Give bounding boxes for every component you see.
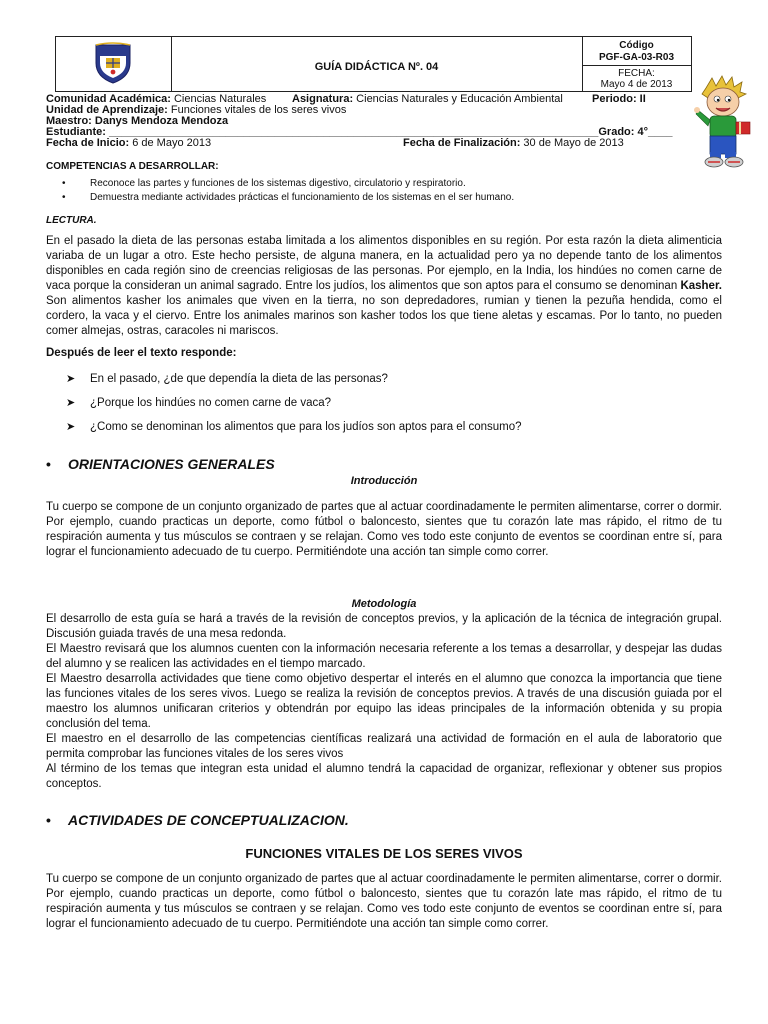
asignatura-value: Ciencias Naturales y Educación Ambiental	[353, 93, 563, 105]
pregunta-text: ¿Como se denominan los alimentos que para los judíos son aptos para el consumo?	[90, 421, 522, 433]
introduccion-title: Introducción	[350, 475, 418, 487]
preguntas-title: Después de leer el texto responde:	[46, 347, 237, 359]
pregunta-text: ¿Porque los hindúes no comen carne de vaca?	[90, 397, 332, 409]
preguntas-list	[66, 372, 522, 444]
code-cell	[582, 37, 691, 91]
metodologia-block	[46, 612, 722, 792]
pregunta-item	[66, 420, 522, 444]
introduccion-paragraph: Tu cuerpo se compone de un conjunto organizado de partes que al actuar coordinadamente le permiten alimentarse, correr o dormir. Por ejemplo, cuando practicas un deporte, como fútbol o baloncesto, sientes que tu corazón late mas rápido, el ritmo de tu respiración aumenta y tus músculos se contraen y se relajan. Como ves todo este conjunto de eventos se coordinan entre sí, para lograr el funcionamiento adecuado de tu cuerpo. Permitiéndote una acción tan simple como correr.	[46, 501, 722, 558]
lectura-bold-word: Kasher.	[680, 280, 722, 292]
metodologia-paragraph: El Maestro revisará que los alumnos cuenten con la información necesaria referente a los temas a desarrollar, y despejar las dudas del alumno y se realicen las actividades en el tiempo marcado.	[46, 643, 722, 670]
pregunta-text: En el pasado, ¿de que dependía la dieta de las personas?	[90, 373, 388, 385]
competencia-item: • Demuestra mediante actividades prácticas el funcionamiento de los sistemas en el ser humano.	[62, 191, 514, 205]
fin-label: Fecha de Finalización:	[403, 137, 521, 149]
fin-value: 30 de Mayo de 2013	[520, 137, 624, 149]
meta-line-periodo	[592, 94, 646, 105]
orientaciones-title: ORIENTACIONES GENERALES	[68, 456, 275, 472]
periodo-label: Periodo: II	[592, 93, 646, 105]
metodologia-paragraph: El Maestro desarrolla actividades que tiene como objetivo despertar el interés en el alumno que conozca la importancia que tiene las funciones vitales de los seres vivos. Luego se realiza la revisión de conceptos previos. A través de una discusión guiada por el maestro los alumnos unificaran criterios y obtendrán por equipo las ideas principales de la información obtenida y su propia conclusión del tema.	[46, 673, 722, 730]
competencias-list	[62, 177, 514, 205]
guide-title: GUÍA DIDÁCTICA Nº. 04	[314, 61, 439, 73]
unidad-value: Funciones vitales de los seres vivos	[167, 104, 347, 116]
orientaciones-heading	[46, 456, 275, 472]
lectura-text-before: En el pasado la dieta de las personas estaba limitada a los alimentos disponibles en su región. Por esta razón la dieta alimenticia variaba de un lugar a otro. Este hecho persiste, de alguna manera, en la actualidad pero ya no depende tanto de los alimentos disponibles en cada región sino de creencias religiosas de las personas. Por ejemplo, en la India, los hindúes no comen carne de vaca porque la consideran un animal sagrado. Entre los judíos, los alimentos que son aptos para el consumo se denominan	[46, 235, 722, 292]
estudiante-field: Estudiante: ________________________________________________________________________________Grado: 4°____	[46, 126, 673, 138]
lectura-text-after: Son alimentos kasher los animales que viven en la tierra, no son depredadores, rumian y tienen la pezuña hendida, como el cordero, la vaca y el ciervo. Entre los animales marinos son kasher todos los que tiene aletas y escamas. Por lo tanto, no pueden comer almejas, ostras, caracoles ni mariscos.	[46, 295, 722, 337]
date-block	[582, 66, 691, 91]
bullet-icon: •	[46, 456, 51, 472]
cartoon-student-icon	[692, 74, 756, 170]
arrow-bullet-icon: ➤	[66, 397, 76, 409]
bullet-icon: •	[46, 812, 51, 828]
competencias-title: COMPETENCIAS A DESARROLLAR:	[46, 161, 219, 172]
asignatura-label: Asignatura:	[292, 93, 354, 105]
actividades-heading	[46, 812, 349, 828]
funciones-paragraph: Tu cuerpo se compone de un conjunto organizado de partes que al actuar coordinadamente le permiten alimentarse, correr o dormir. Por ejemplo, cuando practicas un deporte, como fútbol o baloncesto, sientes que tu corazón late mas rápido, el ritmo de tu respiración aumenta y tus músculos se contraen y se relajan. Como ves todo este conjunto de eventos se coordinan entre sí, para lograr el funcionamiento adecuado de tu cuerpo. Permitiéndote una acción tan simple como correr.	[46, 873, 722, 930]
unidad-label: Unidad de Aprendizaje:	[46, 104, 168, 116]
metodologia-paragraph: El maestro en el desarrollo de las competencias científicas realizará una actividad de formación en el aula de laboratorio que permita comprobar las funciones vitales de los seres vivos	[46, 733, 722, 760]
funciones-title: FUNCIONES VITALES DE LOS SERES VIVOS	[245, 846, 523, 861]
metodologia-title: Metodología	[351, 598, 417, 610]
code-value: PGF-GA-03-R03	[598, 52, 674, 63]
logo-cell	[56, 37, 172, 91]
title-cell	[171, 37, 583, 91]
date-value: Mayo 4 de 2013	[600, 79, 673, 90]
date-label: FECHA:	[618, 68, 655, 79]
code-block	[582, 37, 691, 66]
meta-line-fin	[403, 138, 624, 149]
school-crest-icon	[92, 41, 134, 85]
actividades-title: ACTIVIDADES DE CONCEPTUALIZACION.	[68, 812, 349, 828]
metodologia-paragraph: Al término de los temas que integran esta unidad el alumno tendrá la capacidad de organizar, reflexionar y obtener sus propios conceptos.	[46, 763, 722, 790]
arrow-bullet-icon: ➤	[66, 421, 76, 433]
lectura-title: LECTURA.	[46, 215, 97, 226]
comunidad-value: Ciencias Naturales	[170, 93, 267, 105]
code-label: Código	[619, 40, 654, 51]
competencia-item: • Reconoce las partes y funciones de los sistemas digestivo, circulatorio y respiratorio.	[62, 177, 514, 191]
pregunta-item	[66, 396, 522, 420]
inicio-label: Fecha de Inicio:	[46, 137, 130, 149]
lectura-paragraph	[46, 234, 722, 339]
header-table	[55, 36, 692, 92]
arrow-bullet-icon: ➤	[66, 373, 76, 385]
metodologia-paragraph: El desarrollo de esta guía se hará a través de la revisión de conceptos previos, y la aplicación de la técnica de integración grupal. Discusión guiada través de una mesa redonda.	[46, 613, 722, 640]
inicio-value: 6 de Mayo 2013	[129, 137, 212, 149]
maestro-name: Maestro: Danys Mendoza Mendoza	[46, 115, 229, 127]
pregunta-item	[66, 372, 522, 396]
meta-line-inicio	[46, 138, 211, 149]
comunidad-label: Comunidad Académica:	[46, 93, 171, 105]
